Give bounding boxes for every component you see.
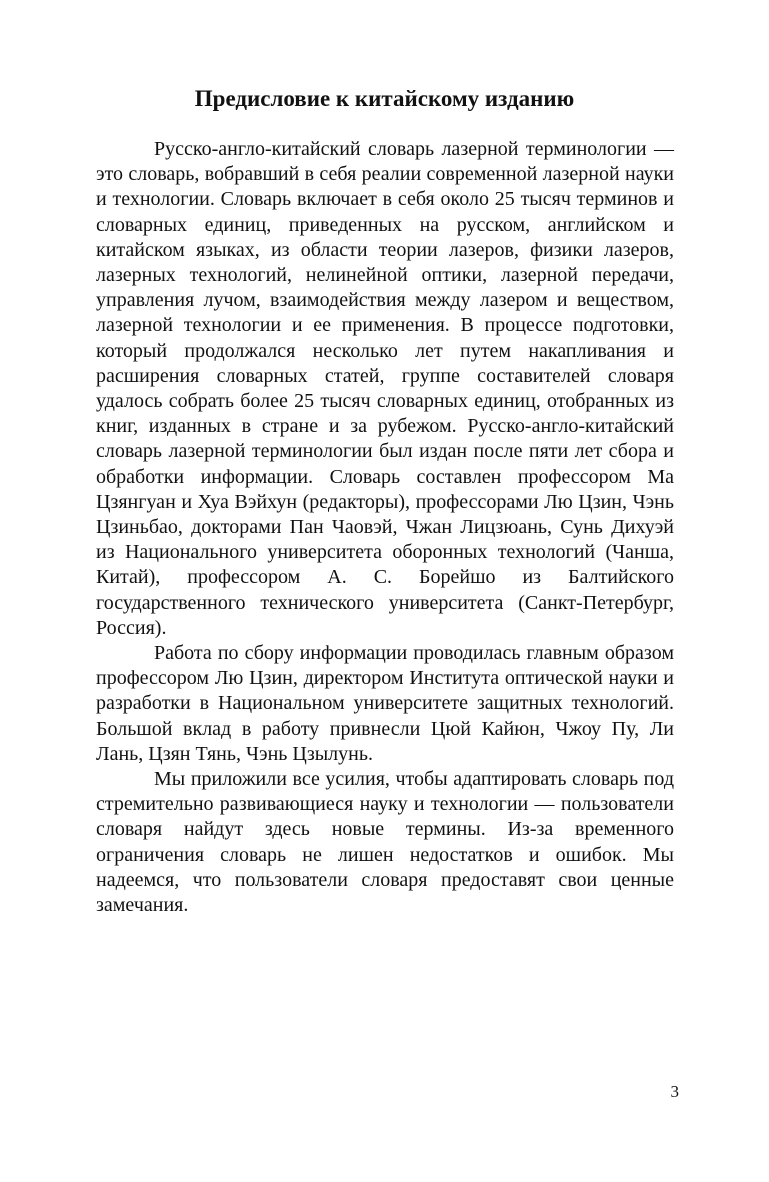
page-title: Предисловие к китайскому изданию bbox=[194, 86, 575, 111]
paragraph-1: Русско-англо-китайский словарь лазерной терминологии — это словарь, вобравший в себя реалии современной лазерной науки и технологии. Словарь включает в себя около 25 тысяч терминов и словарных единиц, приведенных на русском, английском и китайском языках, из области теории лазеров, физики лазеров, лазерных технологий, нелинейной оптики, лазерной передачи, управления лучом, взаимодействия между лазером и веществом, лазерной технологии и ее применения. В процессе подготовки, который продолжался несколько лет путем накапливания и расширения словарных статей, группе составителей словаря удалось собрать более 25 тысяч словарных единиц, отобранных из книг, изданных в стране и за рубежом. Русско-англо-китайский словарь лазерной терминологии был издан после пяти лет сбора и обработки информации. Словарь составлен профессором Ма Цзянгуан и Хуа Вэйхун (редакторы), профессорами Лю Цзин, Чэнь Цзиньбао, докторами Пан Чаовэй, Чжан Лицзюань, Сунь Дихуэй из Национального университета оборонных технологий (Чанша, Китай), профессором А. С. Борейшо из Балтийского государственного технического университета (Санкт-Петербург, Россия). bbox=[96, 138, 674, 639]
page-number: 3 bbox=[670, 1082, 679, 1101]
paragraph-3: Мы приложили все усилия, чтобы адаптировать словарь под стремительно развивающиеся науку и технологии — пользователи словаря найдут здесь новые термины. Из-за временного ограничения словарь не лишен недостатков и ошибок. Мы надеемся, что пользователи словаря предоставят свои ценные замечания. bbox=[96, 768, 674, 917]
body-text bbox=[96, 137, 674, 918]
paragraph-2: Работа по сбору информации проводилась главным образом профессором Лю Цзин, директором Института оптической науки и разработки в Национальном университете защитных технологий. Большой вклад в работу привнесли Цюй Кайюн, Чжоу Пу, Ли Лань, Цзян Тянь, Чэнь Цзылунь. bbox=[96, 642, 674, 765]
